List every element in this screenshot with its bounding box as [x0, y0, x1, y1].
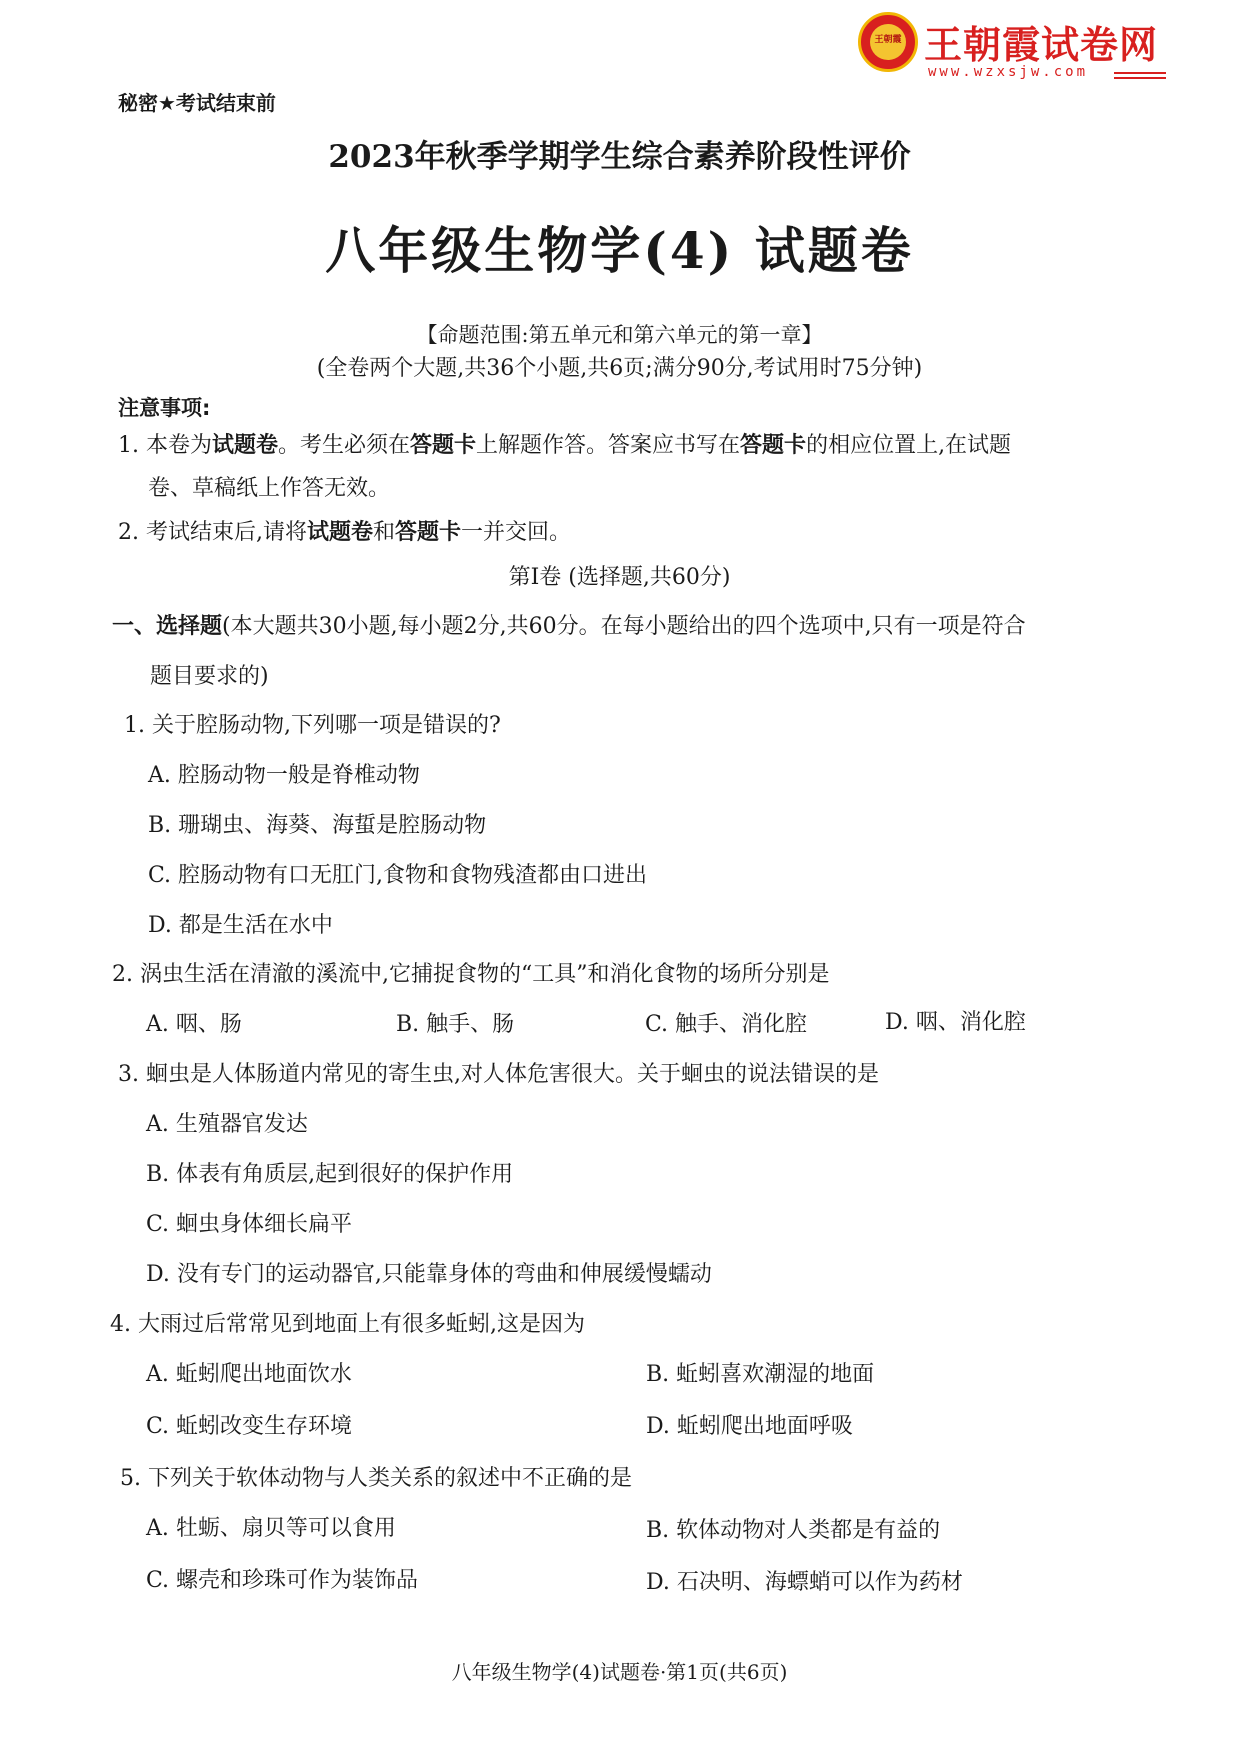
- part-title: 一、选择题(本大题共30小题,每小题2分,共60分。在每小题给出的四个选项中,只有一项是符合: [112, 614, 1026, 639]
- option: A. 牡蛎、扇贝等可以食用: [146, 1516, 396, 1541]
- option: C. 蛔虫身体细长扁平: [146, 1212, 353, 1237]
- exam-info: (全卷两个大题,共36个小题,共6页;满分90分,考试用时75分钟): [316, 356, 923, 381]
- question-stem: 1. 关于腔肠动物,下列哪一项是错误的?: [124, 713, 501, 738]
- option: D. 都是生活在水中: [148, 913, 333, 938]
- exam-title: 八年级生物学(4) 试题卷: [325, 221, 914, 280]
- option: B. 珊瑚虫、海葵、海蜇是腔肠动物: [148, 813, 487, 838]
- option: A. 生殖器官发达: [146, 1112, 308, 1137]
- option: C. 腔肠动物有口无肛门,食物和食物残渣都由口进出: [148, 863, 648, 888]
- option: C. 蚯蚓改变生存环境: [146, 1414, 353, 1439]
- option: D. 没有专门的运动器官,只能靠身体的弯曲和伸展缓慢蠕动: [146, 1262, 712, 1287]
- option: D. 石决明、海螵蛸可以作为药材: [646, 1570, 963, 1595]
- part-desc-cont: 题目要求的): [150, 664, 269, 689]
- secret-label: 秘密★考试结束前: [118, 91, 276, 115]
- option: B. 软体动物对人类都是有益的: [646, 1518, 941, 1543]
- exam-subtitle: 2023年秋季学期学生综合素养阶段性评价: [328, 139, 911, 175]
- option: B. 蚯蚓喜欢潮湿的地面: [646, 1362, 875, 1387]
- brand-url: www.wzxsjw.com: [928, 64, 1089, 80]
- question-stem: 2. 涡虫生活在清澈的溪流中,它捕捉食物的“工具”和消化食物的场所分别是: [112, 962, 830, 987]
- notice-item-1: 1. 本卷为试题卷。考生必须在答题卡上解题作答。答案应书写在答题卡的相应位置上,在试题: [118, 433, 1012, 458]
- brand-logo: [858, 8, 1168, 88]
- page-footer: 八年级生物学(4)试题卷·第1页(共6页): [451, 1660, 788, 1684]
- option: A. 腔肠动物一般是脊椎动物: [148, 763, 420, 788]
- option: B. 体表有角质层,起到很好的保护作用: [146, 1162, 514, 1187]
- notice-item-1-cont: 卷、草稿纸上作答无效。: [148, 476, 391, 501]
- section-label: 第Ⅰ卷 (选择题,共60分): [508, 565, 731, 590]
- seal-icon: 王朝霞: [858, 12, 918, 72]
- option: D. 咽、消化腔: [885, 1010, 1026, 1035]
- exam-scope: 【命题范围:第五单元和第六单元的第一章】: [416, 323, 823, 347]
- brand-name: 王朝霞试卷网: [924, 23, 1159, 67]
- notice-item-2: 2. 考试结束后,请将试题卷和答题卡一并交回。: [118, 520, 572, 545]
- question-stem: 5. 下列关于软体动物与人类关系的叙述中不正确的是: [120, 1466, 632, 1491]
- question-stem: 3. 蛔虫是人体肠道内常见的寄生虫,对人体危害很大。关于蛔虫的说法错误的是: [118, 1062, 879, 1087]
- question-stem: 4. 大雨过后常常见到地面上有很多蚯蚓,这是因为: [110, 1312, 585, 1337]
- option: A. 咽、肠: [146, 1012, 242, 1037]
- option: C. 触手、消化腔: [645, 1012, 808, 1037]
- option: C. 螺壳和珍珠可作为装饰品: [146, 1568, 419, 1593]
- option: A. 蚯蚓爬出地面饮水: [146, 1362, 352, 1387]
- option: D. 蚯蚓爬出地面呼吸: [646, 1414, 853, 1439]
- notice-heading: 注意事项:: [118, 396, 211, 420]
- option: B. 触手、肠: [396, 1012, 515, 1037]
